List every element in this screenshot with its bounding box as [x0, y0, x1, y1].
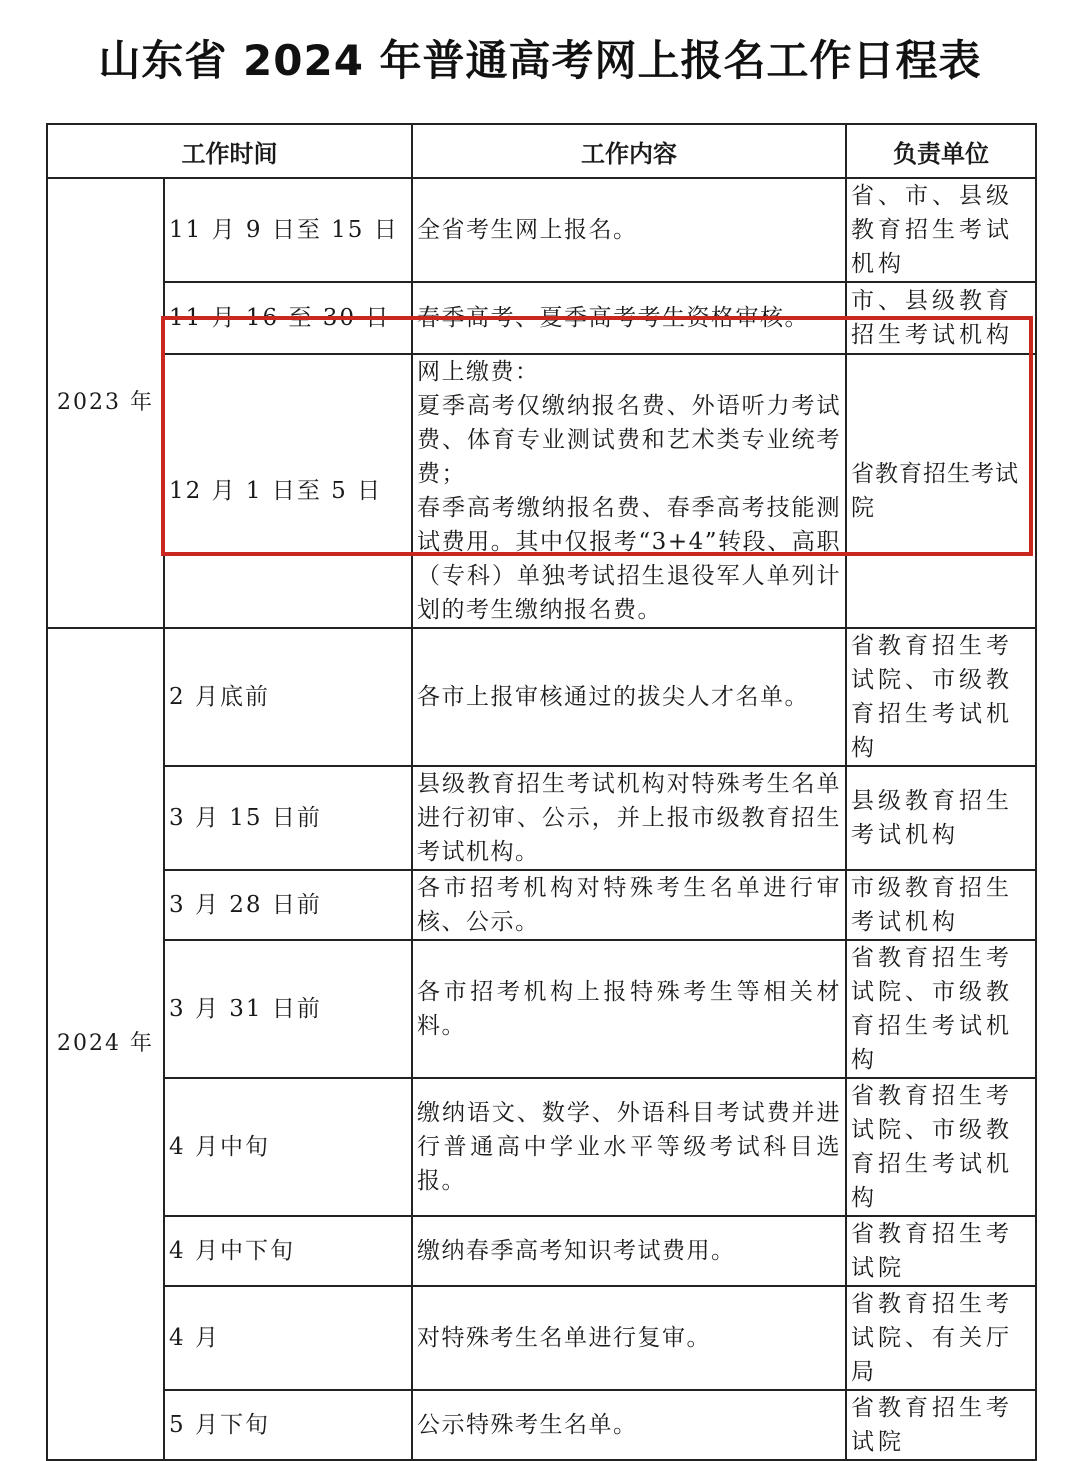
- year-cell-2024: 2024 年: [47, 628, 164, 1460]
- unit-cell: 省教育招生考试院、市级教育招生考试机构: [846, 1078, 1036, 1216]
- table-row: [47, 1286, 1036, 1390]
- unit-cell: 省教育招生考试院: [846, 1390, 1036, 1460]
- table-row: [47, 1078, 1036, 1216]
- unit-cell: 县级教育招生考试机构: [846, 766, 1036, 870]
- table-row: [47, 766, 1036, 870]
- table-row: [47, 628, 1036, 766]
- date-cell: 4 月中旬: [164, 1078, 412, 1216]
- date-cell: 3 月 15 日前: [164, 766, 412, 870]
- date-cell: 4 月中下旬: [164, 1216, 412, 1286]
- table-row: [47, 354, 1036, 628]
- unit-cell: 省、市、县级教育招生考试机构: [846, 178, 1036, 282]
- unit-cell: 省教育招生考试院、有关厅局: [846, 1286, 1036, 1390]
- schedule-table: [46, 123, 1037, 1461]
- date-cell: 5 月下旬: [164, 1390, 412, 1460]
- year-cell-2023: 2023 年: [47, 178, 164, 628]
- content-cell: 各市招考机构上报特殊考生等相关材料。: [412, 940, 846, 1078]
- date-cell: 3 月 31 日前: [164, 940, 412, 1078]
- unit-cell: 市、县级教育招生考试机构: [846, 282, 1036, 354]
- content-cell: 缴纳语文、数学、外语科目考试费并进行普通高中学业水平等级考试科目选报。: [412, 1078, 846, 1216]
- table-row: [47, 1216, 1036, 1286]
- content-cell: 缴纳春季高考知识考试费用。: [412, 1216, 846, 1286]
- header-content: 工作内容: [412, 124, 846, 178]
- content-cell: 各市上报审核通过的拔尖人才名单。: [412, 628, 846, 766]
- content-cell: 春季高考、夏季高考考生资格审核。: [412, 282, 846, 354]
- unit-cell: 省教育招生考试院: [846, 354, 1036, 628]
- table-row: [47, 282, 1036, 354]
- table-row: [47, 940, 1036, 1078]
- content-cell: 对特殊考生名单进行复审。: [412, 1286, 846, 1390]
- unit-cell: 省教育招生考试院、市级教育招生考试机构: [846, 940, 1036, 1078]
- table-header-row: [47, 124, 1036, 178]
- content-cell: 网上缴费： 夏季高考仅缴纳报名费、外语听力考试费、体育专业测试费和艺术类专业统考费； 春季高考缴纳报名费、春季高考技能测试费用。其中仅报考“3+4”转段、高职（专科）单独考试招生退役军人单列计划的考生缴纳报名费。: [412, 354, 846, 628]
- header-unit: 负责单位: [846, 124, 1036, 178]
- content-cell: 全省考生网上报名。: [412, 178, 846, 282]
- table-row: [47, 870, 1036, 940]
- page-title: 山东省 2024 年普通高考网上报名工作日程表: [98, 36, 982, 85]
- date-cell: 11 月 16 至 30 日: [164, 282, 412, 354]
- date-cell: 4 月: [164, 1286, 412, 1390]
- date-cell: 11 月 9 日至 15 日: [164, 178, 412, 282]
- content-cell: 公示特殊考生名单。: [412, 1390, 846, 1460]
- content-cell: 各市招考机构对特殊考生名单进行审核、公示。: [412, 870, 846, 940]
- content-cell: 县级教育招生考试机构对特殊考生名单进行初审、公示，并上报市级教育招生考试机构。: [412, 766, 846, 870]
- unit-cell: 省教育招生考试院、市级教育招生考试机构: [846, 628, 1036, 766]
- table-row: [47, 1390, 1036, 1460]
- date-cell: 3 月 28 日前: [164, 870, 412, 940]
- unit-cell: 市级教育招生考试机构: [846, 870, 1036, 940]
- date-cell: 12 月 1 日至 5 日: [164, 354, 412, 628]
- header-time: 工作时间: [47, 124, 412, 178]
- unit-cell: 省教育招生考试院: [846, 1216, 1036, 1286]
- date-cell: 2 月底前: [164, 628, 412, 766]
- table-row: [47, 178, 1036, 282]
